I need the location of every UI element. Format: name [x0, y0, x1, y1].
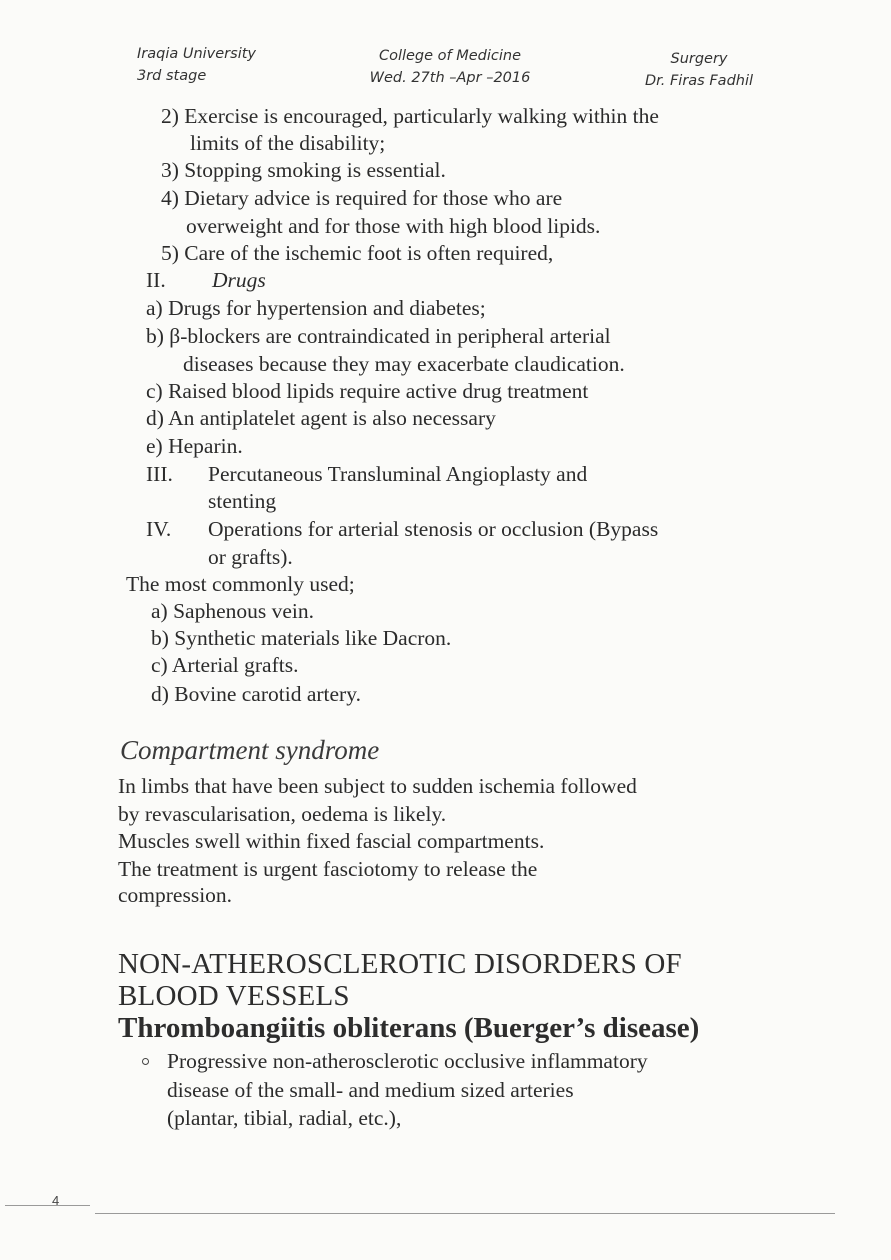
non-athero-heading-line-2: BLOOD VESSELS [118, 980, 350, 1012]
ops-line-1: Operations for arterial stenosis or occlusion (Bypass [208, 517, 659, 541]
footer-rule-left [5, 1205, 90, 1206]
bullet-icon [142, 1058, 149, 1065]
compartment-line-1: In limbs that have been subject to sudden ischemia followed [118, 774, 637, 798]
pta-line-2: stenting [208, 489, 277, 513]
drug-a: a) Drugs for hypertension and diabetes; [146, 296, 486, 320]
lecture-date: Wed. 27th –Apr –2016 [369, 70, 531, 86]
drug-d: d) An antiplatelet agent is also necessary [146, 406, 496, 430]
subject-name: Surgery [670, 51, 728, 67]
compartment-line-5: compression. [118, 883, 233, 907]
header-right [640, 48, 758, 92]
graft-b: b) Synthetic materials like Dacron. [151, 626, 452, 650]
page-number: 4 [52, 1193, 60, 1208]
university-name: Iraqia University [137, 46, 256, 62]
bullet-1-line-2: disease of the small- and medium sized arteries [167, 1078, 574, 1102]
bullet-1-line-3: (plantar, tibial, radial, etc.), [167, 1106, 402, 1130]
pta-line-1: Percutaneous Transluminal Angioplasty and [208, 462, 588, 486]
item-3: 3) Stopping smoking is essential. [161, 158, 446, 182]
college-name: College of Medicine [378, 48, 522, 64]
drug-b-line-1: b) β-blockers are contraindicated in peripheral arterial [146, 324, 611, 348]
drug-c: c) Raised blood lipids require active drug treatment [146, 379, 589, 403]
header-center [355, 45, 545, 89]
item-2-line-1: 2) Exercise is encouraged, particularly walking within the [161, 104, 659, 128]
footer-rule-right [95, 1213, 835, 1214]
graft-c: c) Arterial grafts. [151, 653, 299, 677]
compartment-title: Compartment syndrome [120, 735, 380, 765]
ops-numeral: IV. [146, 517, 172, 541]
lecturer-name: Dr. Firas Fadhil [644, 73, 754, 89]
graft-d: d) Bovine carotid artery. [151, 682, 361, 706]
compartment-line-2: by revascularisation, oedema is likely. [118, 802, 447, 826]
bullet-1-line-1: Progressive non-atherosclerotic occlusive inflammatory [167, 1049, 648, 1073]
compartment-line-3: Muscles swell within fixed fascial compartments. [118, 829, 545, 853]
ops-line-2: or grafts). [208, 545, 293, 569]
item-4-line-1: 4) Dietary advice is required for those who are [161, 186, 563, 210]
drug-e: e) Heparin. [146, 434, 243, 458]
common-intro: The most commonly used; [126, 572, 355, 596]
graft-a: a) Saphenous vein. [151, 599, 315, 623]
stage-label: 3rd stage [137, 68, 207, 84]
header-left [137, 43, 256, 87]
drugs-title: Drugs [212, 268, 266, 292]
item-5: 5) Care of the ischemic foot is often required, [161, 241, 554, 265]
drug-b-line-2: diseases because they may exacerbate claudication. [183, 352, 625, 376]
item-2-line-2: limits of the disability; [190, 131, 386, 155]
item-4-line-2: overweight and for those with high blood lipids. [186, 214, 601, 238]
compartment-line-4: The treatment is urgent fasciotomy to release the [118, 857, 538, 881]
non-athero-heading-line-1: NON-ATHEROSCLEROTIC DISORDERS OF [118, 948, 682, 980]
pta-numeral: III. [146, 462, 173, 486]
buerger-heading: Thromboangiitis obliterans (Buerger’s disease) [118, 1012, 700, 1044]
drugs-numeral: II. [146, 268, 166, 292]
